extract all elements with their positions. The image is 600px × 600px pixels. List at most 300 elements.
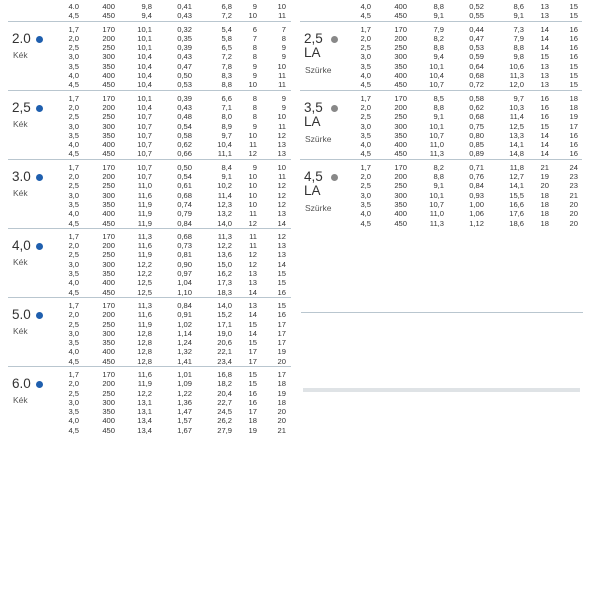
value-a-cell: 0,53 [177,80,192,90]
noise-max-cell: 12 [277,181,286,191]
value-b-cell: 11,1 [217,149,232,159]
flow-rate-cell: 450 [102,11,115,21]
flow-rate-cell: 250 [102,112,115,122]
pressure-cell: 12,8 [137,347,152,357]
pressure-cell: 11,3 [429,149,444,159]
size-label: 2,5 [12,99,31,115]
pressure-cell: 10,1 [429,121,444,131]
value-b-cell: 8,8 [221,80,232,90]
table-row [300,103,582,112]
noise-max-cell: 9 [281,43,286,53]
value-b-cell: 17,3 [217,278,232,288]
noise-min-cell: 15 [248,338,257,348]
pressure-cell: 11,9 [137,250,152,260]
noise-max-cell: 16 [569,24,578,34]
value-a-cell: 0,85 [469,140,484,150]
table-row [8,191,291,200]
table-row [300,71,582,80]
flow-rate-cell: 300 [394,121,407,131]
flow-rate-cell: 170 [102,162,115,172]
size-label: 3,5 LA [304,99,323,129]
value-a-cell: 0,59 [469,52,484,62]
pressure-cell: 11,0 [137,181,152,191]
noise-min-cell: 13 [248,269,257,279]
tube-diameter-cell: 3,0 [68,52,79,62]
pressure-cell: 10,7 [137,140,152,150]
flow-rate-cell: 300 [102,121,115,131]
noise-max-cell: 24 [569,162,578,172]
noise-max-cell: 12 [277,130,286,140]
table-row [8,288,291,297]
flow-rate-cell: 200 [102,102,115,112]
right-table-column [300,0,582,228]
noise-min-cell: 10 [248,199,257,209]
table-row [8,131,291,140]
value-a-cell: 0,64 [469,61,484,71]
pressure-cell: 12,5 [137,278,152,288]
table-row [300,43,582,52]
noise-max-cell: 16 [569,130,578,140]
tube-diameter-cell: 1,7 [360,24,371,34]
table-row [300,131,582,140]
table-row [8,407,291,416]
value-b-cell: 24,5 [217,407,232,417]
value-b-cell: 11,3 [217,231,232,241]
noise-min-cell: 11 [249,140,257,150]
table-row [300,219,582,228]
flow-rate-cell: 450 [394,80,407,90]
value-b-cell: 18,3 [217,287,232,297]
noise-max-cell: 13 [277,209,286,219]
noise-min-cell: 7 [252,33,257,43]
table-row [300,209,582,218]
flow-rate-cell: 350 [102,269,115,279]
noise-max-cell: 15 [569,71,578,81]
table-row [8,370,291,379]
noise-min-cell: 8 [252,52,257,62]
noise-min-cell: 10 [248,80,257,90]
tube-diameter-cell: 4.0 [68,2,79,11]
flow-rate-cell: 450 [102,356,115,366]
tube-diameter-cell: 2,0 [360,33,371,43]
pressure-cell: 10,7 [137,130,152,140]
pressure-cell: 10,1 [429,61,444,71]
pressure-cell: 12,5 [137,287,152,297]
table-row [8,320,291,329]
flow-rate-cell: 450 [102,287,115,297]
noise-min-cell: 10 [248,172,257,182]
tube-diameter-cell: 4,0 [68,278,79,288]
value-a-cell: 0,54 [177,121,192,131]
flow-rate-cell: 170 [102,24,115,34]
noise-max-cell: 8 [281,33,286,43]
flow-rate-cell: 300 [102,52,115,62]
pressure-cell: 10,4 [137,61,152,71]
flow-rate-cell: 450 [102,425,115,435]
color-label: Szürke [305,64,332,75]
size-group [8,159,291,228]
noise-max-cell: 20 [277,416,286,426]
value-b-cell: 14,0 [217,218,232,228]
tube-diameter-cell: 3,0 [68,190,79,200]
value-b-cell: 6,6 [221,93,232,103]
noise-max-cell: 17 [277,328,286,338]
noise-max-cell: 11 [278,11,286,21]
table-row [8,338,291,347]
noise-max-cell: 21 [569,190,578,200]
table-row [300,94,582,103]
value-a-cell: 0,44 [469,24,484,34]
noise-min-cell: 16 [540,112,549,122]
noise-min-cell: 13 [540,71,549,81]
flow-rate-cell: 200 [102,379,115,389]
flow-rate-cell: 400 [102,416,115,426]
table-row [8,329,291,338]
value-a-cell: 0,72 [469,80,484,90]
value-a-cell: 0,74 [177,199,192,209]
noise-max-cell: 17 [277,338,286,348]
noise-max-cell: 19 [277,347,286,357]
noise-max-cell: 20 [569,199,578,209]
value-a-cell: 0,84 [177,218,192,228]
noise-min-cell: 18 [540,218,549,228]
noise-max-cell: 16 [569,140,578,150]
value-a-cell: 0,43 [177,102,192,112]
noise-min-cell: 12 [248,259,257,269]
noise-max-cell: 9 [281,52,286,62]
flow-rate-cell: 400 [394,209,407,219]
noise-max-cell: 16 [569,149,578,159]
table-row [300,2,582,11]
table-row [300,191,582,200]
value-a-cell: 1,14 [177,328,192,338]
flow-rate-cell: 200 [394,102,407,112]
flow-rate-cell: 300 [102,397,115,407]
flow-rate-cell: 250 [102,388,115,398]
table-row [300,11,582,20]
value-b-cell: 9,8 [513,52,524,62]
tube-diameter-cell: 1,7 [360,93,371,103]
noise-min-cell: 17 [248,356,257,366]
table-row [8,94,291,103]
flow-rate-cell: 300 [394,190,407,200]
noise-min-cell: 9 [252,121,257,131]
tube-diameter-cell: 3,0 [68,397,79,407]
size-group [8,90,291,159]
flow-rate-cell: 300 [102,328,115,338]
noise-min-cell: 14 [540,149,549,159]
value-a-cell: 1,12 [469,218,484,228]
noise-min-cell: 10 [248,190,257,200]
flow-rate-cell: 200 [102,33,115,43]
value-b-cell: 13,6 [217,250,232,260]
pressure-cell: 10,4 [137,52,152,62]
value-a-cell: 0,39 [177,93,192,103]
pressure-cell: 8,8 [433,172,444,182]
tube-diameter-cell: 2,0 [68,379,79,389]
pressure-cell: 8,8 [433,2,444,11]
value-b-cell: 15,5 [509,190,524,200]
noise-min-cell: 8 [252,112,257,122]
pressure-cell: 10,7 [429,80,444,90]
value-a-cell: 0,53 [469,43,484,53]
noise-min-cell: 16 [248,397,257,407]
flow-rate-cell: 170 [102,369,115,379]
flow-rate-cell: 400 [394,140,407,150]
flow-rate-cell: 450 [394,11,407,21]
tube-diameter-cell: 1,7 [68,93,79,103]
noise-max-cell: 17 [277,319,286,329]
pressure-cell: 11,9 [137,319,152,329]
noise-max-cell: 13 [277,241,286,251]
value-a-cell: 0,41 [177,2,192,11]
size-label: 4,0 [12,237,31,253]
value-b-cell: 10,3 [509,102,524,112]
tube-diameter-cell: 4,0 [68,347,79,357]
size-label: 6.0 [12,375,31,391]
noise-min-cell: 12 [248,250,257,260]
noise-min-cell: 10 [248,11,257,21]
value-a-cell: 0,43 [177,52,192,62]
value-a-cell: 0,68 [469,71,484,81]
pressure-cell: 9,4 [141,11,152,21]
pressure-cell: 10,1 [137,24,152,34]
noise-max-cell: 16 [569,52,578,62]
flow-rate-cell: 300 [102,190,115,200]
noise-min-cell: 10 [248,130,257,140]
pressure-cell: 10,7 [137,162,152,172]
tube-diameter-cell: 4,5 [68,11,79,21]
value-a-cell: 1,01 [177,369,192,379]
tube-diameter-cell: 4,0 [360,140,371,150]
noise-max-cell: 19 [569,112,578,122]
tube-diameter-cell: 1,7 [68,300,79,310]
noise-min-cell: 18 [540,190,549,200]
tube-diameter-cell: 2,5 [360,43,371,53]
noise-min-cell: 14 [248,328,257,338]
value-b-cell: 18,6 [509,218,524,228]
table-row [8,112,291,121]
value-b-cell: 17,1 [217,319,232,329]
pressure-cell: 13,4 [137,425,152,435]
tube-diameter-cell: 3,5 [68,338,79,348]
flow-rate-cell: 250 [394,181,407,191]
flow-rate-cell: 450 [102,149,115,159]
value-b-cell: 12,7 [509,172,524,182]
table-row [8,310,291,319]
pressure-cell: 11,6 [137,241,152,251]
value-a-cell: 0,50 [177,71,192,81]
tube-diameter-cell: 3,0 [360,190,371,200]
noise-min-cell: 15 [248,379,257,389]
value-b-cell: 16,8 [217,369,232,379]
value-a-cell: 1,22 [177,388,192,398]
value-a-cell: 1,47 [177,407,192,417]
flow-rate-cell: 350 [102,407,115,417]
noise-min-cell: 11 [249,241,257,251]
table-row [8,241,291,250]
noise-max-cell: 11 [278,71,286,81]
pressure-cell: 9,8 [141,2,152,11]
tube-diameter-cell: 3,0 [360,121,371,131]
pressure-cell: 10,4 [429,71,444,81]
value-a-cell: 1,57 [177,416,192,426]
pressure-cell: 11,3 [429,218,444,228]
value-a-cell: 0,68 [177,190,192,200]
flow-rate-cell: 200 [102,241,115,251]
tube-diameter-cell: 4,0 [360,2,371,11]
noise-max-cell: 16 [569,43,578,53]
tube-diameter-cell: 4,5 [360,80,371,90]
flow-rate-cell: 350 [394,199,407,209]
value-b-cell: 7,2 [221,52,232,62]
pressure-cell: 12,2 [137,269,152,279]
value-b-cell: 10,4 [217,140,232,150]
pressure-cell: 13,1 [137,397,152,407]
noise-min-cell: 15 [248,369,257,379]
size-group [8,228,291,297]
noise-max-cell: 19 [277,388,286,398]
table-row [8,25,291,34]
noise-max-cell: 13 [277,149,286,159]
flow-rate-cell: 250 [394,112,407,122]
noise-min-cell: 16 [248,388,257,398]
flow-rate-cell: 170 [102,231,115,241]
noise-min-cell: 11 [249,209,257,219]
noise-max-cell: 10 [277,162,286,172]
flow-rate-cell: 170 [394,24,407,34]
flow-rate-cell: 350 [394,61,407,71]
size-label: 4,5 LA [304,168,323,198]
table-row [8,219,291,228]
color-label: Kék [13,325,28,336]
color-label: Kék [13,256,28,267]
size-group [8,297,291,366]
noise-max-cell: 14 [277,218,286,228]
pressure-cell: 10,1 [137,93,152,103]
flow-rate-cell: 400 [102,140,115,150]
value-b-cell: 14,0 [217,300,232,310]
tube-diameter-cell: 3,5 [68,407,79,417]
value-a-cell: 0,48 [177,112,192,122]
noise-min-cell: 13 [248,278,257,288]
flow-rate-cell: 300 [394,52,407,62]
value-b-cell: 12,0 [509,80,524,90]
flow-rate-cell: 170 [394,93,407,103]
value-a-cell: 0,62 [469,102,484,112]
table-row [8,103,291,112]
table-row [8,80,291,89]
value-b-cell: 8,6 [513,2,524,11]
value-a-cell: 1,67 [177,425,192,435]
flow-rate-cell: 300 [102,259,115,269]
pressure-cell: 11,0 [429,140,444,150]
noise-max-cell: 15 [569,11,578,21]
tube-diameter-cell: 2,0 [68,172,79,182]
flow-rate-cell: 200 [102,172,115,182]
pressure-cell: 10,4 [137,80,152,90]
tube-diameter-cell: 3,0 [68,259,79,269]
noise-min-cell: 9 [252,2,257,11]
value-a-cell: 0,66 [177,149,192,159]
section-divider-bar [303,388,580,392]
noise-min-cell: 19 [248,425,257,435]
value-a-cell: 0,43 [177,11,192,21]
value-a-cell: 1,24 [177,338,192,348]
noise-max-cell: 15 [277,300,286,310]
value-a-cell: 0,79 [177,209,192,219]
noise-min-cell: 14 [540,43,549,53]
pressure-cell: 8,8 [433,102,444,112]
noise-min-cell: 9 [252,71,257,81]
table-row [8,181,291,190]
pressure-cell: 8,5 [433,93,444,103]
value-b-cell: 12,3 [217,199,232,209]
value-b-cell: 17,6 [509,209,524,219]
tube-diameter-cell: 4,0 [360,209,371,219]
flow-rate-cell: 400 [102,71,115,81]
value-a-cell: 0,97 [177,269,192,279]
value-b-cell: 16,6 [509,199,524,209]
noise-max-cell: 23 [569,172,578,182]
tube-diameter-cell: 1,7 [68,162,79,172]
value-b-cell: 18,2 [217,379,232,389]
value-a-cell: 0,58 [177,130,192,140]
table-row [8,416,291,425]
noise-min-cell: 15 [540,52,549,62]
table-row [8,389,291,398]
value-b-cell: 11,4 [217,190,232,200]
noise-max-cell: 12 [277,231,286,241]
noise-max-cell: 23 [569,181,578,191]
value-b-cell: 16,2 [217,269,232,279]
value-a-cell: 0,93 [469,190,484,200]
noise-min-cell: 19 [540,172,549,182]
value-b-cell: 20,6 [217,338,232,348]
tube-diameter-cell: 3,0 [68,121,79,131]
table-row [300,62,582,71]
pressure-cell: 10,7 [137,149,152,159]
pressure-cell: 11,6 [137,369,152,379]
pressure-cell: 11,9 [137,218,152,228]
value-a-cell: 0,55 [469,11,484,21]
tube-diameter-cell: 2,0 [68,102,79,112]
noise-min-cell: 6 [252,24,257,34]
value-b-cell: 20,4 [217,388,232,398]
tube-diameter-cell: 3,5 [360,61,371,71]
flow-rate-cell: 170 [102,300,115,310]
noise-min-cell: 13 [540,61,549,71]
table-row [8,278,291,287]
value-b-cell: 7,9 [513,33,524,43]
pressure-cell: 10,4 [137,71,152,81]
flow-rate-cell: 450 [394,218,407,228]
right-column-bottom-rule [301,312,583,313]
noise-min-cell: 20 [540,181,549,191]
tube-diameter-cell: 4,5 [68,287,79,297]
noise-max-cell: 13 [277,250,286,260]
flow-rate-cell: 200 [394,33,407,43]
table-row [8,379,291,388]
noise-max-cell: 15 [569,61,578,71]
value-a-cell: 0,62 [177,140,192,150]
pressure-cell: 7,9 [433,24,444,34]
noise-max-cell: 20 [277,407,286,417]
noise-max-cell: 15 [277,269,286,279]
tube-diameter-cell: 2,5 [360,112,371,122]
flow-rate-cell: 450 [102,218,115,228]
table-row [8,269,291,278]
